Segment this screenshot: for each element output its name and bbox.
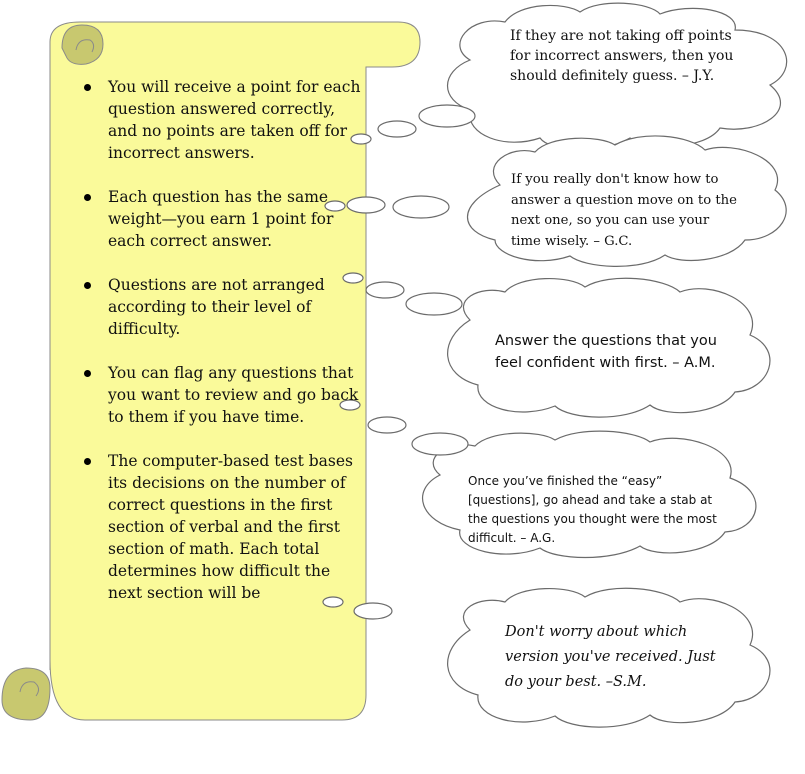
tip-item: Each question has the same weight—you earn 1 point for each correct answer. xyxy=(82,186,362,252)
tip-item: Questions are not arranged according to their level of difficulty. xyxy=(82,274,362,340)
tip-item: You can flag any questions that you want to review and go back to them if you have time. xyxy=(82,362,362,428)
quote-am: Answer the questions that you feel confident with first. – A.M. xyxy=(495,333,717,371)
quote-gc: If you really don't know how to answer a question move on to the next one, so you can use your time wisely. – G.C. xyxy=(511,172,737,249)
tips-list xyxy=(82,76,362,626)
quote-ag: Once you’ve finished the “easy” [questions], go ahead and take a stab at the questions you thought were the most difficult. – A.G. xyxy=(468,474,717,545)
quote-sm: Don't worry about which version you've received. Just do your best. –S.M. xyxy=(505,624,716,690)
tip-item: You will receive a point for each question answered correctly, and no points are taken off for incorrect answers. xyxy=(82,76,362,164)
quote-jy: If they are not taking off points for incorrect answers, then you should definitely guess. – J.Y. xyxy=(510,28,734,84)
tip-item: The computer-based test bases its decisions on the number of correct questions in the first section of verbal and the first section of math. Each total determines how difficult the next section will be xyxy=(82,450,362,604)
